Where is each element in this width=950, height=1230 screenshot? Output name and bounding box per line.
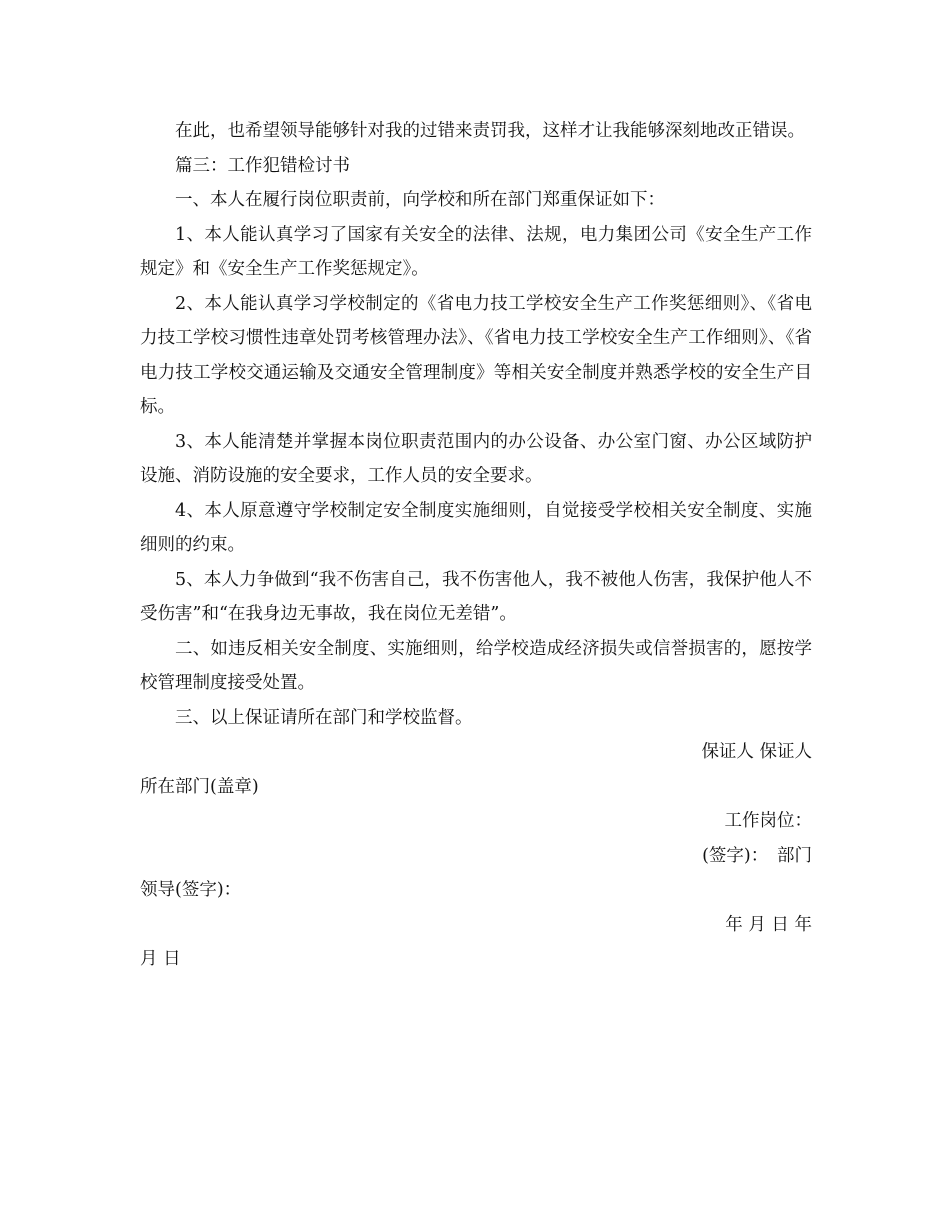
paragraph-item-1: 1、本人能认真学习了国家有关安全的法律、法规，电力集团公司《安全生产工作规定》和《安全生产工作奖惩规定》。 [140,224,812,279]
signature-position: 工作岗位： [724,811,812,831]
paragraph-item-3: 3、本人能清楚并掌握本岗位职责范围内的办公设备、办公室门窗、办公区域防护设施、消防设施的安全要求，工作人员的安全要求。 [140,431,812,486]
paragraph-apology-closing: 在此，也希望领导能够针对我的过错来责罚我，这样才让我能够深刻地改正错误。 [175,121,805,141]
paragraph-supervision: 三、以上保证请所在部门和学校监督。 [175,707,473,728]
signature-block [140,735,812,977]
paragraph-item-5: 5、本人力争做到“我不伤害自己，我不伤害他人，我不被他人伤害，我保护他人不受伤害”和“在我身边无事故，我在岗位无差错”。 [140,569,812,624]
document-body [140,114,812,977]
paragraph-pledge-intro: 一、本人在履行岗位职责前，向学校和所在部门郑重保证如下： [175,190,665,210]
signature-date-2: 月 日 [140,949,181,969]
paragraph-item-2: 2、本人能认真学习学校制定的《省电力技工学校安全生产工作奖惩细则》、《省电力技工学校习惯性违章处罚考核管理办法》、《省电力技工学校安全生产工作细则》、《省电力技工学校交通运输及交通安全管理制度》等相关安全制度并熟悉学校的安全生产目标。 [140,293,812,417]
signature-department-seal: 所在部门(盖章) [140,776,259,797]
signature-guarantor: 保证人 保证人 [701,742,812,762]
signature-leader: 领导(签字)： [140,880,242,900]
signature-date-1: 年 月 日 年 [725,914,812,935]
paragraph-item-4: 4、本人原意遵守学校制定安全制度实施细则，自觉接受学校相关安全制度、实施细则的约束。 [140,500,812,555]
signature-sign-department: (签字)： 部门 [702,845,812,866]
section-title: 篇三：工作犯错检讨书 [175,155,350,176]
paragraph-violation: 二、如违反相关安全制度、实施细则，给学校造成经济损失或信誉损害的，愿按学校管理制度接受处置。 [140,638,812,693]
